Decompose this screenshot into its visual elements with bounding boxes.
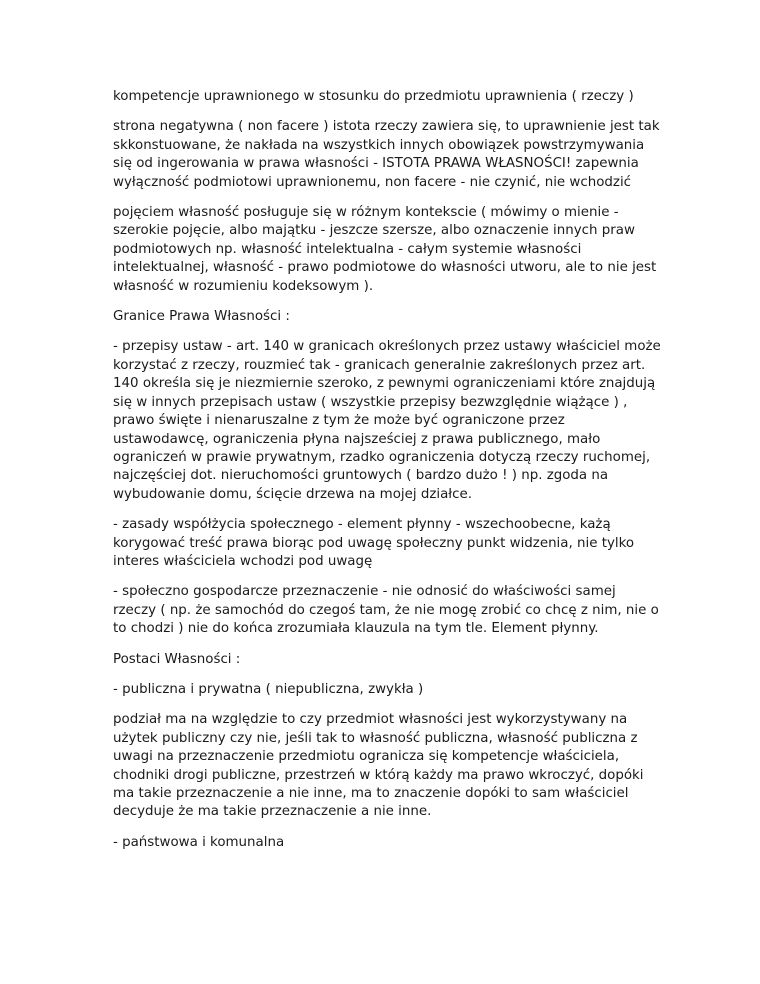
- document-body: [113, 88, 661, 864]
- paragraph-negative-side: strona negatywna ( non facere ) istota rzeczy zawiera się, to uprawnienie jest tak skkonstuowane, że nakłada na wszystkich innych obowiązek powstrzymywania się od ingerowania w prawa własności - ISTOTA PRAWA WŁASNOŚCI! zapewnia wyłączność podmiotowi uprawnionemu, non facere - nie czynić, nie wchodzić: [113, 119, 660, 190]
- paragraph-property-competence: kompetencje uprawnionego w stosunku do przedmiotu uprawnienia ( rzeczy ): [113, 89, 634, 104]
- paragraph-social-coexistence: - zasady współżycia społecznego - element płynny - wszechoobecne, każą korygować treść prawa biorąc pod uwagę społeczny punkt widzenia, nie tylko interes właściciela wchodzi pod uwagę: [113, 517, 635, 569]
- heading-forms-of-property: Postaci Własności :: [113, 651, 241, 667]
- paragraph-concept-of-property: pojęciem własność posługuje się w różnym kontekscie ( mówimy o mienie - szerokie pojęcie, albo majątku - jeszcze szersze, albo oznaczenie innych praw podmiotowych np. własność intelektualna - całym systemie własności intelektualnej, własność - prawo podmiotowe do własności utworu, ale to nie jest własność w rozumieniu kodeksowym ).: [113, 205, 657, 294]
- paragraph-statutory-provisions: - przepisy ustaw - art. 140 w granicach określonych przez ustawy właściciel może korzystać z rzeczy, rouzmieć tak - granicach generalnie zakreślonych przez art. 140 określa się je niezmiernie szeroko, z pewnymi ograniczeniami które znajdują się w innych przepisach ustaw ( wszystkie przepisy bezwzględnie wiążące ) , prawo święte i nienaruszalne z tym że może być ograniczone przez ustawodawcę, ograniczenia płyna najsześciej z prawa publicznego, mało ograniczeń w prawie prywatnym, rzadko ograniczenia dotyczą rzeczy ruchomej, najczęściej dot. nieruchomości gruntowych ( bardzo dużo ! ) np. zgoda na wybudowanie domu, ścięcie drzewa na mojej działce.: [113, 339, 661, 502]
- paragraph-public-use-division: podział ma na względzie to czy przedmiot własności jest wykorzystywany na użytek publiczny czy nie, jeśli tak to własność publiczna, własność publiczna z uwagi na przeznaczenie przedmiotu ogranicza się kompetencje właściciela, chodniki drogi publiczne, przestrzeń w którą każdy ma prawo wkroczyć, dopóki ma takie przeznaczenie a nie inne, ma to znaczenie dopóki to sam właściciel decyduje że ma takie przeznaczenie a nie inne.: [113, 712, 644, 820]
- paragraph-public-private: - publiczna i prywatna ( niepubliczna, zwykła ): [113, 681, 424, 697]
- paragraph-state-municipal: - państwowa i komunalna: [113, 834, 285, 850]
- paragraph-socio-economic-purpose: - społeczno gospodarcze przeznaczenie - nie odnosić do właściwości samej rzeczy ( np. że samochód do czegoś tam, że nie mogę zrobić co chcę z nim, nie o to chodzi ) nie do końca zrozumiała klauzula na tym tle. Element płynny.: [113, 584, 659, 637]
- heading-limits-of-property: Granice Prawa Własności :: [113, 309, 290, 325]
